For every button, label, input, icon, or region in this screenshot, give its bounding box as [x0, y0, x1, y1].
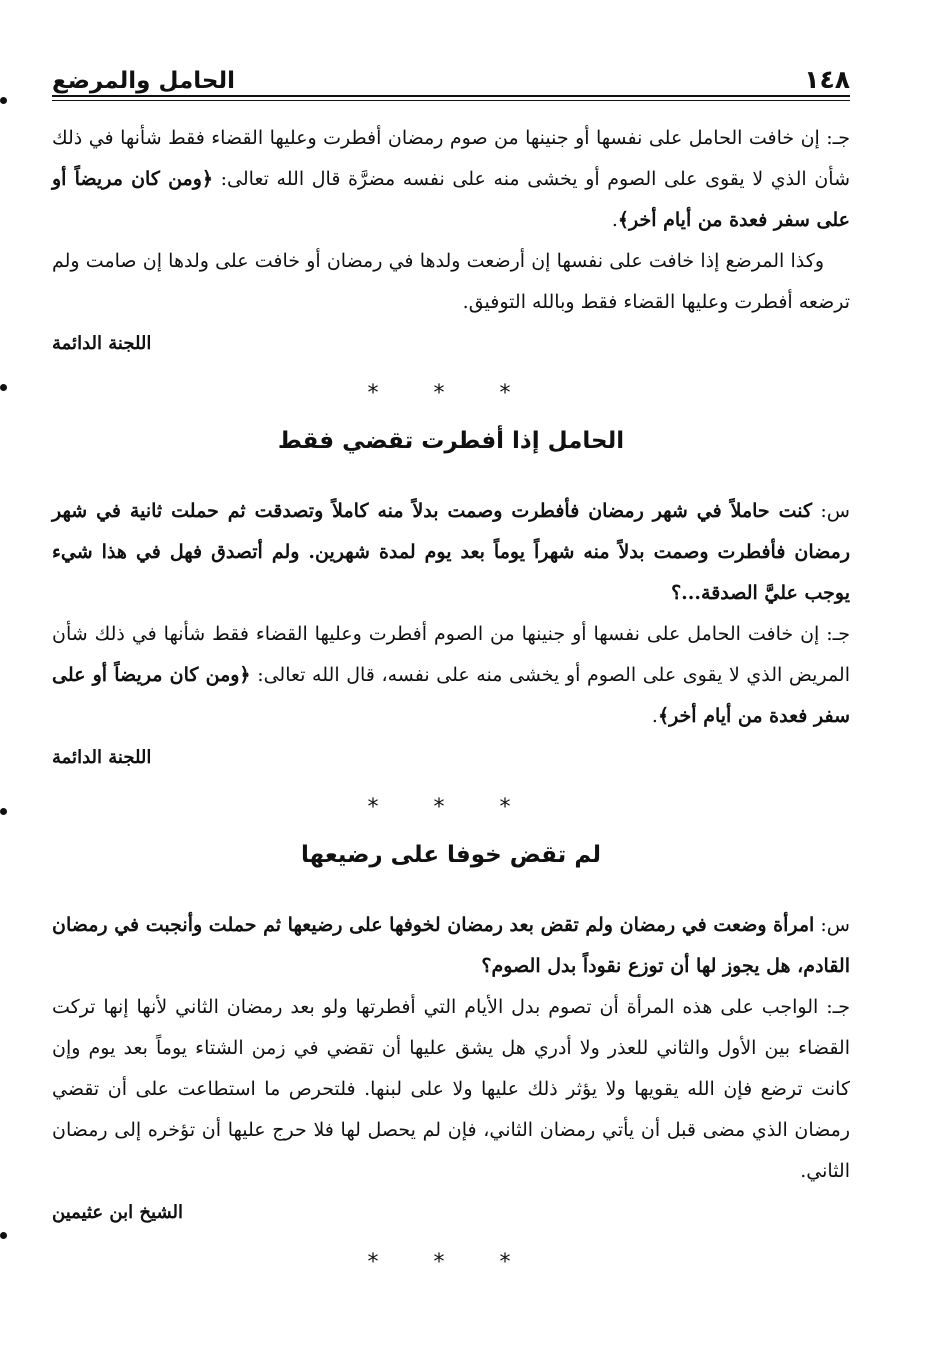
- section-separator: * * *: [367, 1250, 535, 1275]
- page-number: ١٤٨: [804, 65, 850, 94]
- question-marker: س:: [820, 500, 850, 522]
- margin-dot-2: [0, 384, 7, 391]
- page-header: [52, 52, 850, 94]
- header-rule-thin: [52, 100, 850, 101]
- answer-text: إن خافت الحامل على نفسها أو جنينها من صوم رمضان أفطرت وعليها القضاء فقط شأنها في ذلك شأن الذي لا يقوى على الصوم أو يخشى منه على نفسه مضرَّة قال الله تعالى:: [52, 127, 851, 190]
- signature: الشيخ ابن عثيمين: [52, 1202, 183, 1223]
- header-rule-thick: [52, 95, 850, 97]
- answer-paragraph: [52, 987, 850, 1192]
- answer-text: إن خافت الحامل على نفسها أو جنينها من الصوم أفطرت وعليها القضاء فقط شأنها في ذلك شأن المريض الذي لا يقوى على الصوم أو يخشى منه على نفسه، قال الله تعالى:: [52, 623, 851, 686]
- answer-paragraph-2: وكذا المرضع إذا خافت على نفسها إن أرضعت ولدها في رمضان أو خافت على ولدها إن صامت ولم ترضعه أفطرت وعليها القضاء فقط وبالله التوفيق.: [52, 250, 850, 313]
- quran-verse: ﴿ومن كان مريضاً أو على سفر فعدة من أيام أخر﴾: [52, 664, 850, 727]
- answer-marker: جـ:: [826, 996, 850, 1018]
- question-text: امرأة وضعت في رمضان ولم تقض بعد رمضان لخوفها على رضيعها ثم حملت وأنجبت في رمضان القادم، هل يجوز لها أن توزع نقوداً بدل الصوم؟: [52, 914, 850, 977]
- signature: اللجنة الدائمة: [52, 333, 152, 354]
- margin-dot-4: [0, 1232, 7, 1239]
- answer-marker: جـ:: [826, 127, 850, 149]
- answer-paragraph: [52, 614, 850, 737]
- sentence-end: .: [611, 209, 618, 231]
- section-title: الحامل إذا أفطرت تقضي فقط: [277, 428, 625, 454]
- question-paragraph: [52, 905, 850, 987]
- question-marker: س:: [820, 914, 850, 936]
- quran-verse: ﴿ومن كان مريضاً أو على سفر فعدة من أيام أخر﴾: [52, 168, 850, 231]
- question-paragraph: [52, 491, 850, 614]
- running-title: الحامل والمرضع: [52, 68, 235, 94]
- question-text: كنت حاملاً في شهر رمضان فأفطرت وصمت بدلاً منه كاملاً وتصدقت ثم حملت ثانية في شهر رمضان فأفطرت وصمت بدلاً منه شهراً يوماً بعد يوم لمدة شهرين. ولم أتصدق فهل في هذا شيء يوجب عليَّ الصدقة...؟: [52, 500, 850, 604]
- section-title: لم تقض خوفا على رضيعها: [301, 842, 601, 868]
- answer-text: الواجب على هذه المرأة أن تصوم بدل الأيام التي أفطرتها ولو بعد رمضان الثاني لأنها إنها تركت القضاء بين الأول والثاني للعذر ولا أدري هل يشق عليها أن تقضي في زمن الشتاء يوماً بعد يوم وإن كانت ترضع فإن الله يقويها ولا يؤثر ذلك عليها ولا على لبنها. فلتحرص ما استطاعت على أن تقضي رمضان الذي مضى قبل أن يأتي رمضان الثاني، فإن لم يحصل لها فلا حرج عليها أن تؤخره إلى رمضان الثاني.: [52, 996, 850, 1182]
- section-separator: * * *: [367, 381, 535, 406]
- signature: اللجنة الدائمة: [52, 747, 152, 768]
- answer-paragraph-1: [52, 118, 850, 241]
- margin-dot-3: [0, 808, 7, 815]
- sentence-end: .: [651, 705, 658, 727]
- section-separator: * * *: [367, 795, 535, 820]
- page-content: [52, 118, 850, 1288]
- margin-dot-1: [0, 97, 7, 104]
- answer-marker: جـ:: [826, 623, 850, 645]
